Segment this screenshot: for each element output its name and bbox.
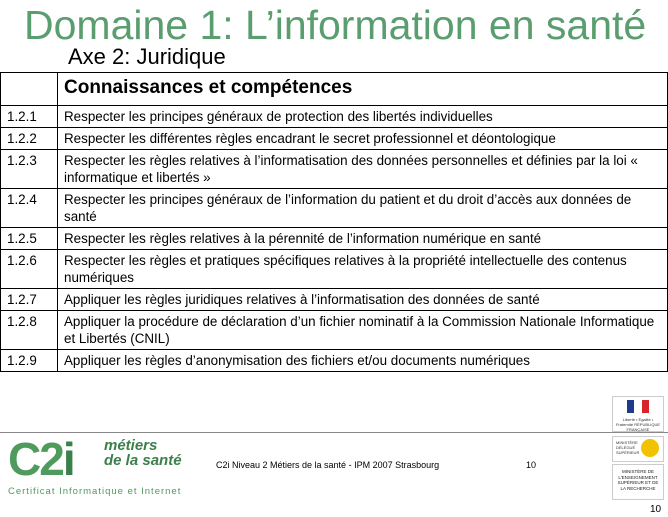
row-text: Appliquer les règles juridiques relatives à l’informatisation des données de santé <box>58 289 668 311</box>
table-row <box>1 150 668 189</box>
ministere-recherche-logo <box>612 464 664 500</box>
ministry-text: Liberté • Égalité • Fraternité RÉPUBLIQUE FRANÇAISE <box>615 417 660 432</box>
footer-center-text: C2i Niveau 2 Métiers de la santé - IPM 2007 Strasbourg <box>216 460 440 470</box>
row-number: 1.2.9 <box>1 350 58 372</box>
row-text: Respecter les principes généraux de l’information du patient et du droit d’accès aux données de santé <box>58 189 668 228</box>
table-row <box>1 128 668 150</box>
ministere-delegue-logo <box>612 436 664 462</box>
row-text: Respecter les principes généraux de protection des libertés individuelles <box>58 106 668 128</box>
logo-tagline: Certificat Informatique et Internet <box>8 486 182 497</box>
row-number: 1.2.4 <box>1 189 58 228</box>
e-circle-icon <box>641 439 659 457</box>
slide-subtitle: Axe 2: Juridique <box>68 44 226 69</box>
table-header: Connaissances et compétences <box>58 73 668 106</box>
header-empty-cell <box>1 73 58 106</box>
c2i-logo <box>8 433 92 485</box>
row-number: 1.2.6 <box>1 250 58 289</box>
metiers-sante-logo <box>104 438 184 468</box>
sesr-text: MINISTÈRE DÉLÉGUÉ SUPÉRIEUR <box>616 440 640 455</box>
c2i-logo-i: i <box>62 433 74 485</box>
row-text: Respecter les règles et pratiques spécifiques relatives à la propriété intellectuelle des contenus numériques <box>58 250 668 289</box>
row-number: 1.2.2 <box>1 128 58 150</box>
c2i-logo-text: C2 <box>8 433 63 485</box>
row-text: Respecter les différentes règles encadrant le secret professionnel et déontologique <box>58 128 668 150</box>
table-row <box>1 189 668 228</box>
logo-line-2: de la santé <box>104 452 182 469</box>
row-number: 1.2.7 <box>1 289 58 311</box>
row-text: Respecter les règles relatives à la pérennité de l’information numérique en santé <box>58 228 668 250</box>
research-text: MINISTÈRE DE L'ENSEIGNEMENT SUPÉRIEUR ET DE LA RECHERCHE <box>617 469 659 491</box>
page-number: 10 <box>650 504 662 515</box>
republique-francaise-logo <box>612 396 664 432</box>
row-text: Appliquer la procédure de déclaration d’un fichier nominatif à la Commission Nationale Informatique et Libertés (CNIL) <box>58 311 668 350</box>
table-row <box>1 311 668 350</box>
table-header-row <box>1 73 668 106</box>
table-row <box>1 228 668 250</box>
row-number: 1.2.3 <box>1 150 58 189</box>
row-text: Respecter les règles relatives à l’informatisation des données personnelles et définies par la loi « informatique et libertés » <box>58 150 668 189</box>
row-number: 1.2.1 <box>1 106 58 128</box>
table-row <box>1 350 668 372</box>
row-text: Appliquer les règles d’anonymisation des fichiers et/ou documents numériques <box>58 350 668 372</box>
slide-title: Domaine 1: L’information en santé <box>24 2 647 48</box>
row-number: 1.2.5 <box>1 228 58 250</box>
footer-center-number: 10 <box>526 460 537 470</box>
table-row <box>1 289 668 311</box>
competences-table <box>0 72 668 372</box>
table-row <box>1 106 668 128</box>
table-row <box>1 250 668 289</box>
logo-line-1: métiers <box>104 437 158 454</box>
french-flag-icon <box>627 400 649 413</box>
row-number: 1.2.8 <box>1 311 58 350</box>
